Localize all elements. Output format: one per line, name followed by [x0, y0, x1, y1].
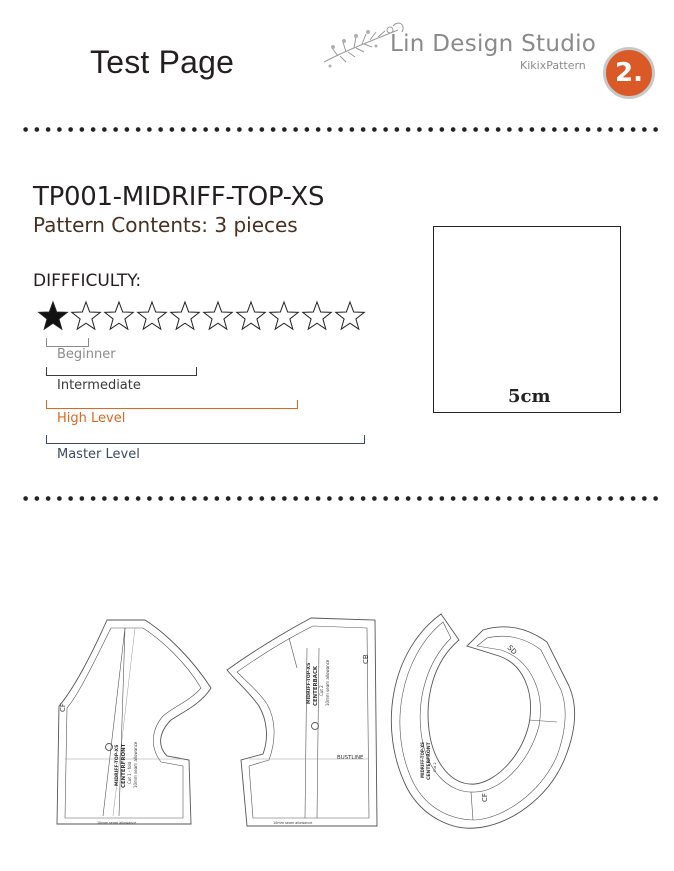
back-piece-allowance: 10mm seam allowance [325, 659, 330, 706]
pattern-contents: Pattern Contents: 3 pieces [33, 213, 298, 237]
back-piece-name: MIDRIFF-TOP-XS [307, 662, 312, 704]
back-hem-label: 10mm seam allowance [273, 821, 313, 825]
scale-test-square [433, 226, 621, 413]
page-number-badge: 2. [603, 47, 655, 99]
front-cf-label: CF [59, 703, 67, 712]
back-pattern-piece [227, 618, 377, 826]
intermediate-bracket [46, 367, 197, 376]
difficulty-stars [37, 296, 369, 336]
level-intermediate: Intermediate [57, 378, 141, 393]
pattern-code: TP001-MIDRIFF-TOP-XS [33, 182, 325, 212]
master-level-bracket [46, 435, 365, 444]
collar-piece-name: MIDRIFF-TOP-XS [420, 741, 425, 778]
back-piece-cut: Cut 2 [319, 685, 324, 696]
star-filled-icon [39, 302, 68, 329]
star-empty-icon [72, 302, 101, 329]
collar-sd-label: SD [505, 643, 519, 657]
beginner-bracket [46, 338, 89, 347]
brand-subtitle: KikixPattern [520, 59, 586, 72]
star-empty-icon [336, 302, 365, 329]
front-piece-allowance: 10mm seam allowance [133, 741, 138, 788]
scale-label: 5cm [508, 386, 551, 407]
star-empty-icon [204, 302, 233, 329]
front-piece-cut: Cut 1 - fold [127, 761, 132, 784]
front-hem-label: 10mm seam allowance [97, 821, 137, 825]
back-piece-part: CENTERBACK [313, 665, 319, 706]
collar-piece-part: CENTERFRONT [427, 742, 432, 780]
dotted-divider-2 [20, 496, 660, 502]
front-pattern-piece [57, 620, 211, 824]
pattern-pieces-diagram [55, 608, 585, 833]
difficulty-label: DIFFFICULTY: [33, 271, 142, 291]
page-title: Test Page [90, 44, 235, 80]
collar-cf-label: CF [481, 793, 489, 802]
collar-piece-cut: Cut 2 [433, 762, 437, 772]
level-master: Master Level [57, 447, 140, 462]
front-piece-name: MIDRIFF-TOP-XS [115, 744, 120, 786]
star-empty-icon [237, 302, 266, 329]
front-piece-part: CENTERFRONT [121, 743, 127, 788]
brand-name: Lin Design Studio [390, 31, 597, 57]
back-cb-label: CB [362, 654, 370, 664]
back-bustline-label: BUSTLINE [337, 755, 364, 761]
high-level-bracket [46, 400, 298, 409]
star-empty-icon [303, 302, 332, 329]
level-beginner: Beginner [57, 347, 116, 362]
star-empty-icon [171, 302, 200, 329]
level-high: High Level [57, 411, 126, 426]
star-empty-icon [105, 302, 134, 329]
star-empty-icon [138, 302, 167, 329]
star-empty-icon [270, 302, 299, 329]
dotted-divider [20, 127, 660, 133]
